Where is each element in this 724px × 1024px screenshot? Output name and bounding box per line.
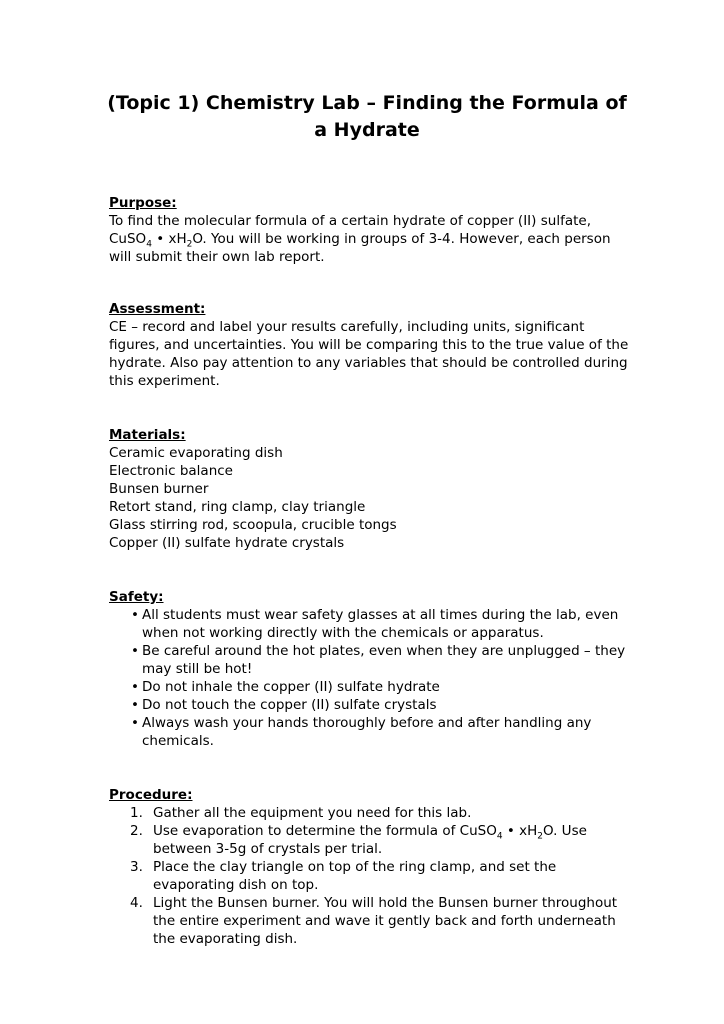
materials-heading: Materials: [109,427,186,443]
purpose-formula: CuSO$_4$ • $xH_2O$. [109,231,207,250]
procedure-step: 3. Place the clay triangle on top of the ring clamp, and set the evaporating dish on top. [130,859,557,893]
materials-item: Electronic balance [109,463,233,479]
assessment-text: CE – record and label your results carefully, including units, significant figures, and uncertainties. You will be comparing this to the true value of the hydrate. Also pay attention to any variables that should be controlled during this experiment. [109,319,629,389]
procedure-step: 2. Use evaporation to determine the formula of CuSO$_4$ • $xH_2O$. Use between 3-5g of crystals per trial. [130,823,587,857]
purpose-text [109,212,629,266]
materials-item: Glass stirring rod, scoopula, crucible tongs [109,517,397,533]
procedure-formula: CuSO$_4$ • $xH_2O$. [459,823,558,842]
purpose-section [109,194,629,266]
procedure-step: 1. Gather all the equipment you need for this lab. [130,805,472,821]
assessment-section [109,300,629,390]
materials-section [109,426,629,552]
document-title: (Topic 1) Chemistry Lab – Finding the Formula of a Hydrate [107,92,627,141]
materials-item: Copper (II) sulfate hydrate crystals [109,535,345,551]
safety-item: • Always wash your hands thoroughly before and after handling any chemicals. [131,715,592,749]
procedure-section [109,786,629,948]
safety-list [109,606,629,750]
purpose-heading: Purpose: [109,195,177,211]
materials-item: Ceramic evaporating dish [109,445,283,461]
assessment-heading: Assessment: [109,301,206,317]
purpose-text-rest: You will be working in groups of 3-4. However, each person will submit their own lab report. [109,231,611,265]
bullet-icon: • [131,715,139,731]
bullet-icon: • [131,643,139,659]
materials-item: Bunsen burner [109,481,209,497]
safety-item: • Do not touch the copper (II) sulfate crystals [131,697,437,713]
safety-item: • Do not inhale the copper (II) sulfate hydrate [131,679,440,695]
safety-item: • All students must wear safety glasses at all times during the lab, even when not working directly with the chemicals or apparatus. [131,607,619,641]
safety-section [109,588,629,750]
bullet-icon: • [131,679,139,695]
purpose-text-intro: To find the molecular formula of a certain hydrate of copper (II) sulfate, [109,213,591,229]
step-number: 2. [130,823,143,839]
safety-item: • Be careful around the hot plates, even when they are unplugged – they may still be hot! [131,643,626,677]
bullet-icon: • [131,697,139,713]
procedure-heading: Procedure: [109,787,193,803]
procedure-list [109,804,629,948]
step-number: 4. [130,895,143,911]
step-number: 1. [130,805,143,821]
materials-item: Retort stand, ring clamp, clay triangle [109,499,366,515]
bullet-icon: • [131,607,139,623]
safety-heading: Safety: [109,589,164,605]
document-page [109,90,629,948]
step-number: 3. [130,859,143,875]
procedure-step: 4. Light the Bunsen burner. You will hold the Bunsen burner throughout the entire experiment and wave it gently back and forth underneath the evaporating dish. [130,895,618,947]
